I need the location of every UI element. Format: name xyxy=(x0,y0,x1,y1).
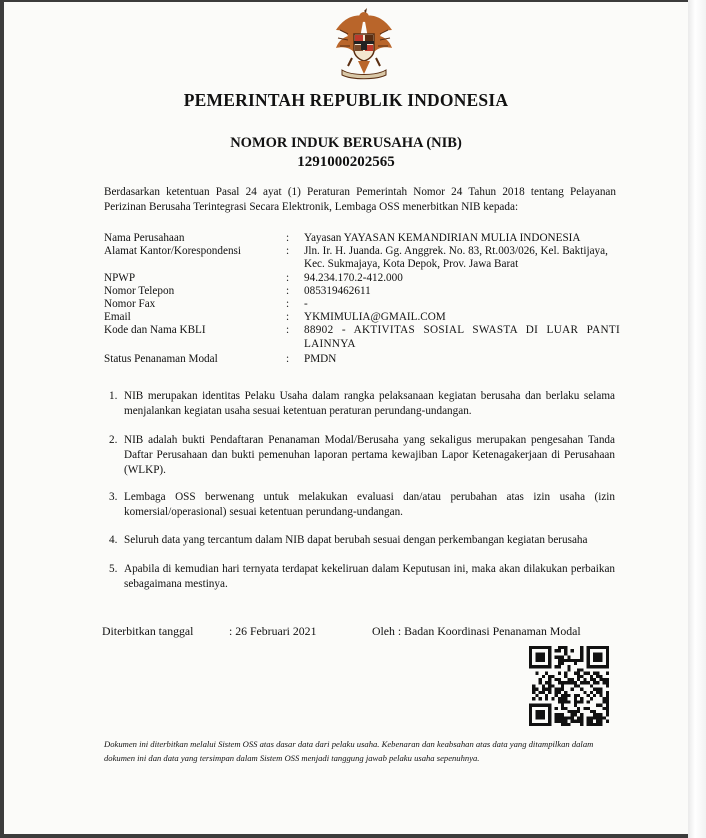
field-row-kbli xyxy=(104,324,620,350)
provision-item xyxy=(109,389,615,419)
field-row-npwp xyxy=(104,272,620,285)
field-row-company-name xyxy=(104,232,620,245)
field-separator: : xyxy=(286,245,290,258)
field-label: NPWP xyxy=(104,271,136,284)
provision-item xyxy=(109,533,615,548)
field-separator: : xyxy=(286,271,290,284)
field-value: YKMIMULIA@GMAIL.COM xyxy=(304,311,446,324)
issued-date-label: Diterbitkan tanggal xyxy=(102,624,194,638)
field-label: Email xyxy=(104,311,131,324)
field-value: 88902 - AKTIVITAS SOSIAL SWASTA DI LUAR PANTI LAINNYA xyxy=(304,324,620,350)
qr-code-icon xyxy=(529,646,609,726)
garuda-emblem-icon xyxy=(330,8,398,80)
provision-number: 4. xyxy=(109,534,118,546)
field-value: 085319462611 xyxy=(304,284,371,297)
field-row-phone xyxy=(104,285,620,298)
field-value: Yayasan YAYASAN KEMANDIRIAN MULIA INDONESIA xyxy=(304,232,581,244)
provision-text: Apabila di kemudian hari ternyata terdapat kekeliruan dalam Keputusan ini, maka akan dilakukan perbaikan sebagaimana mestinya. xyxy=(124,563,615,590)
field-separator: : xyxy=(286,284,290,297)
document-title: NOMOR INDUK BERUSAHA (NIB) xyxy=(230,135,462,151)
provision-text: Lembaga OSS berwenang untuk melakukan evaluasi dan/atau perubahan atas izin usaha (izin komersial/operasional) sesuai ketentuan perundang-undangan. xyxy=(124,491,615,518)
field-separator: : xyxy=(286,232,290,244)
field-row-email xyxy=(104,311,620,324)
document-page xyxy=(4,2,688,834)
field-label: Status Penanaman Modal xyxy=(104,352,218,365)
provision-text: NIB adalah bukti Pendaftaran Penanaman Modal/Berusaha yang sekaligus merupakan pengesahan Tanda Daftar Perusahaan dan bukti pemenuhan laporan pertama kewajiban Lapor Ketenagakerjaan di Perusahaan (WLKP). xyxy=(124,434,615,476)
field-separator: : xyxy=(286,352,290,365)
field-separator: : xyxy=(286,324,290,337)
page-edge-shadow xyxy=(688,0,706,838)
issued-date-value: : 26 Februari 2021 xyxy=(229,624,317,638)
provision-number: 5. xyxy=(109,563,118,575)
field-label: Alamat Kantor/Korespondensi xyxy=(104,245,242,258)
company-fields xyxy=(104,232,620,366)
field-row-address xyxy=(104,245,620,271)
field-label: Nomor Fax xyxy=(104,298,156,311)
issuer-name: Oleh : Badan Koordinasi Penanaman Modal xyxy=(372,624,581,638)
field-value: - xyxy=(304,298,308,311)
field-value: Jln. Ir. H. Juanda. Gg. Anggrek. No. 83, Rt.003/026, Kel. Baktijaya, Kec. Sukmajaya, Kota Depok, Prov. Jawa Barat xyxy=(304,245,608,271)
provision-number: 3. xyxy=(109,491,118,503)
field-label: Nomor Telepon xyxy=(104,284,175,297)
field-separator: : xyxy=(286,298,290,311)
intro-paragraph: Berdasarkan ketentuan Pasal 24 ayat (1) Peraturan Pemerintah Nomor 24 Tahun 2018 tentang Pelayanan Perizinan Berusaha Terintegrasi Secara Elektronik, Lembaga OSS menerbitkan NIB kepada: xyxy=(104,186,616,213)
field-value: PMDN xyxy=(304,352,337,365)
provision-item xyxy=(109,490,615,520)
footer-disclaimer: Dokumen ini diterbitkan melalui Sistem OSS atas dasar data dari pelaku usaha. Kebenaran dan keabsahan atas data yang ditampilkan dalam dokumen ini dan data yang tersimpan dalam Sistem OSS menjadi tanggung jawab pelaku usaha sepenuhnya. xyxy=(104,739,594,763)
government-title: PEMERINTAH REPUBLIK INDONESIA xyxy=(183,90,509,110)
field-row-fax xyxy=(104,298,620,311)
provision-item xyxy=(109,562,615,592)
provision-item xyxy=(109,433,615,478)
field-value: 94.234.170.2-412.000 xyxy=(304,271,403,284)
field-label: Nama Perusahaan xyxy=(104,232,185,244)
provision-number: 1. xyxy=(109,390,118,402)
provision-text: NIB merupakan identitas Pelaku Usaha dalam rangka pelaksanaan kegiatan berusaha dan berlaku selama menjalankan kegiatan usaha sesuai ketentuan peraturan perundang-undangan. xyxy=(124,390,615,417)
field-label: Kode dan Nama KBLI xyxy=(104,324,206,337)
provision-text: Seluruh data yang tercantum dalam NIB dapat berubah sesuai dengan perkembangan kegiatan berusaha xyxy=(124,534,588,546)
nib-number: 1291000202565 xyxy=(297,154,395,170)
provision-number: 2. xyxy=(109,434,118,446)
field-separator: : xyxy=(286,311,290,324)
field-row-investment-status xyxy=(104,353,620,366)
